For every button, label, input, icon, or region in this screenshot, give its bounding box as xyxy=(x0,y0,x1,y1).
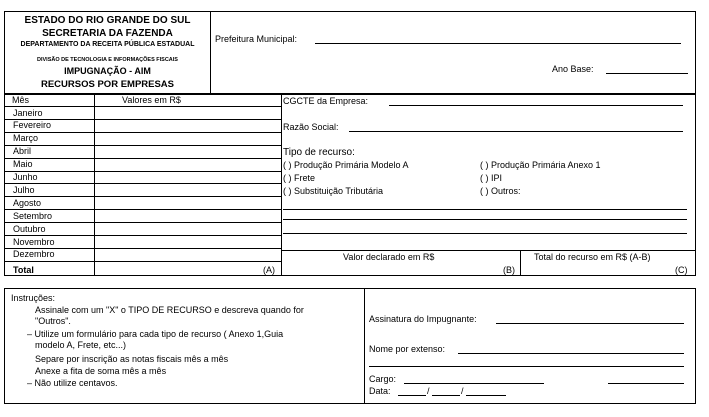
outros-description-line-3[interactable] xyxy=(283,233,687,234)
month-value-cell[interactable] xyxy=(95,197,280,209)
declared-row-top xyxy=(281,250,696,251)
date-separator-1: / xyxy=(427,386,430,396)
header-divider xyxy=(210,11,211,94)
option-outros[interactable]: ( ) Outros: xyxy=(480,186,521,196)
month-label: Setembro xyxy=(13,210,53,221)
municipality-label: Prefeitura Municipal: xyxy=(215,34,298,44)
month-value-cell[interactable] xyxy=(95,107,280,119)
instruction-4: Anexe a fita de soma mês a mês xyxy=(35,366,167,376)
razao-social-label: Razão Social: xyxy=(283,122,339,132)
month-label: Janeiro xyxy=(13,107,43,118)
instruction-5: – Não utilize centavos. xyxy=(27,378,118,388)
date-month-field[interactable] xyxy=(432,395,460,396)
instruction-1: Assinale com um "X" o TIPO DE RECURSO e descreva quando for xyxy=(35,305,304,315)
date-separator-2: / xyxy=(461,386,464,396)
month-label: Agosto xyxy=(13,197,42,208)
month-value-cell[interactable] xyxy=(95,133,280,145)
month-label: Maio xyxy=(13,159,33,170)
option-producao-anexo-1[interactable]: ( ) Produção Primária Anexo 1 xyxy=(480,160,601,170)
state-title: ESTADO DO RIO GRANDE DO SUL xyxy=(24,15,191,26)
month-value-cell[interactable] xyxy=(95,184,280,196)
month-value-cell[interactable] xyxy=(95,172,280,184)
form-title: IMPUGNAÇÃO - AIM xyxy=(64,66,151,76)
month-label: Junho xyxy=(13,172,38,182)
instruction-2b: modelo A, Frete, etc...) xyxy=(35,340,127,350)
instructions-divider xyxy=(364,288,365,404)
values-col-divider xyxy=(281,94,282,276)
base-year-label: Ano Base: xyxy=(552,64,594,74)
nome-field[interactable] xyxy=(458,353,684,354)
total-label: Total xyxy=(13,265,34,275)
data-label: Data: xyxy=(369,386,391,396)
assinatura-label: Assinatura do Impugnante: xyxy=(369,314,477,324)
division-title: DIVISÃO DE TECNOLOGIA E INFORMAÇÕES FISCAIS xyxy=(37,57,178,63)
cgcte-field[interactable] xyxy=(389,105,683,106)
declared-divider xyxy=(520,250,521,276)
instruction-3: Separe por inscrição as notas fiscais mês a mês xyxy=(35,354,229,364)
total-marker-a: (A) xyxy=(263,265,275,275)
cgcte-label: CGCTE da Empresa: xyxy=(283,96,369,106)
declared-value-label: Valor declarado em R$ xyxy=(343,252,435,262)
secretariat-title: SECRETARIA DA FAZENDA xyxy=(42,28,173,39)
date-year-field[interactable] xyxy=(466,395,506,396)
values-header: Valores em R$ xyxy=(122,95,181,105)
form-subtitle: RECURSOS POR EMPRESAS xyxy=(40,79,175,90)
date-day-field[interactable] xyxy=(398,395,426,396)
month-label: Dezembro xyxy=(13,249,55,260)
month-value-cell[interactable] xyxy=(95,210,280,222)
month-label: Fevereiro xyxy=(13,120,52,131)
cargo-field[interactable] xyxy=(404,383,544,384)
month-value-cell[interactable] xyxy=(95,146,280,158)
tipo-recurso-label: Tipo de recurso: xyxy=(283,147,355,158)
month-header: Mês xyxy=(12,95,30,105)
month-value-cell[interactable] xyxy=(95,159,280,171)
option-producao-modelo-a[interactable]: ( ) Produção Primária Modelo A xyxy=(283,160,409,170)
instruction-1b: "Outros". xyxy=(35,316,71,326)
razao-social-field[interactable] xyxy=(349,131,683,132)
total-recurso-marker-c: (C) xyxy=(675,265,688,275)
signature-line[interactable] xyxy=(608,383,684,384)
month-value-cell[interactable] xyxy=(95,236,280,248)
option-substituicao-tributaria[interactable]: ( ) Substituição Tributária xyxy=(283,186,384,196)
assinatura-field[interactable] xyxy=(496,323,684,324)
month-label: Novembro xyxy=(13,236,55,247)
department-title: DEPARTAMENTO DA RECEITA PÚBLICA ESTADUAL xyxy=(20,41,195,48)
instructions-title: Instruções: xyxy=(11,293,56,303)
option-ipi[interactable]: ( ) IPI xyxy=(480,173,502,183)
month-label: Outubro xyxy=(13,223,46,234)
month-label: Março xyxy=(13,133,39,144)
outros-description-line-2[interactable] xyxy=(283,219,687,220)
base-year-field[interactable] xyxy=(606,73,688,74)
month-value-cell[interactable] xyxy=(95,249,280,261)
month-label: Julho xyxy=(13,184,35,195)
outros-description-line-1[interactable] xyxy=(283,209,687,210)
month-row-line xyxy=(4,261,281,262)
month-value-cell[interactable] xyxy=(95,223,280,235)
month-label: Abril xyxy=(13,146,32,157)
nome-field-line-2[interactable] xyxy=(369,366,684,367)
declared-marker-b: (B) xyxy=(503,265,515,275)
nome-label: Nome por extenso: xyxy=(369,344,446,354)
option-frete[interactable]: ( ) Frete xyxy=(283,173,316,183)
month-value-cell[interactable] xyxy=(95,120,280,132)
municipality-field[interactable] xyxy=(315,43,681,44)
total-recurso-label: Total do recurso em R$ (A-B) xyxy=(534,252,651,262)
cargo-label: Cargo: xyxy=(369,374,397,384)
instruction-2: – Utilize um formulário para cada tipo de recurso ( Anexo 1,Guia xyxy=(27,329,284,339)
